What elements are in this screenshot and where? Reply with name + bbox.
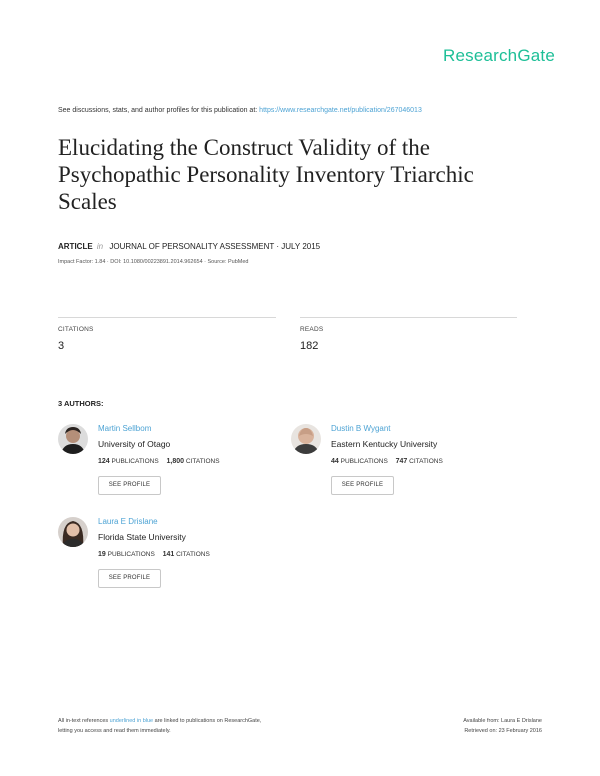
see-profile-button[interactable]: SEE PROFILE xyxy=(98,569,161,588)
author-photo-icon xyxy=(291,424,321,454)
citation-count: 1,800 xyxy=(166,458,185,465)
author-institution: University of Otago xyxy=(98,439,171,449)
see-profile-button[interactable]: SEE PROFILE xyxy=(331,476,394,495)
in-label: in xyxy=(96,242,104,251)
author-stats xyxy=(98,551,210,558)
footer-line-1 xyxy=(58,716,261,726)
publication-type: ARTICLE xyxy=(58,242,93,251)
reads-label: READS xyxy=(300,326,324,333)
publication-count: 19 xyxy=(98,551,106,558)
citations-label: CITATIONS xyxy=(58,326,94,333)
footer-text: All in-text references xyxy=(58,718,110,724)
footer-text: are linked to publications on ResearchGate, xyxy=(153,718,262,724)
publication-count: 44 xyxy=(331,458,339,465)
see-profile-button[interactable]: SEE PROFILE xyxy=(98,476,161,495)
author-name-link[interactable]: Laura E Drislane xyxy=(98,517,158,526)
publication-title: Elucidating the Construct Validity of the Psychopathic Personality Inventory Triarchic Scales xyxy=(58,135,474,214)
discussion-text: See discussions, stats, and author profiles for this publication at: xyxy=(58,107,260,114)
footer-line-2: letting you access and read them immediately. xyxy=(58,728,171,734)
publication-link[interactable]: https://www.researchgate.net/publication/267046013 xyxy=(259,107,422,114)
avatar[interactable] xyxy=(58,517,88,547)
citations-label: CITATIONS xyxy=(176,551,210,558)
citations-divider xyxy=(58,317,276,318)
publications-label: PUBLICATIONS xyxy=(107,551,155,558)
author-stats xyxy=(98,458,220,465)
author-institution: Florida State University xyxy=(98,532,186,542)
discussion-notice xyxy=(58,107,422,114)
publications-label: PUBLICATIONS xyxy=(340,458,388,465)
researchgate-logo: ResearchGate xyxy=(442,46,555,65)
author-stats xyxy=(331,458,443,465)
author-name-link[interactable]: Dustin B Wygant xyxy=(331,424,391,433)
impact-factor-line: Impact Factor: 1.84 · DOI: 10.1080/00223891.2014.962654 · Source: PubMed xyxy=(58,259,249,265)
author-photo-icon xyxy=(58,424,88,454)
author-photo-icon xyxy=(58,517,88,547)
available-from: Available from: Laura E Drislane xyxy=(463,718,542,724)
underlined-in-blue-link[interactable]: underlined in blue xyxy=(109,718,154,724)
publications-label: PUBLICATIONS xyxy=(111,458,159,465)
avatar[interactable] xyxy=(58,424,88,454)
citation-count: 747 xyxy=(395,458,408,465)
reads-count: 182 xyxy=(300,340,319,352)
footer-references-note xyxy=(58,716,261,736)
journal-info: JOURNAL OF PERSONALITY ASSESSMENT · JULY 2015 xyxy=(109,242,321,251)
footer-availability xyxy=(463,716,542,736)
publication-meta xyxy=(58,242,320,251)
authors-heading: 3 AUTHORS: xyxy=(58,399,104,408)
publication-count: 124 xyxy=(98,458,110,465)
retrieved-on: Retrieved on: 23 February 2016 xyxy=(464,728,542,734)
citations-count: 3 xyxy=(58,340,65,352)
reads-divider xyxy=(300,317,517,318)
author-name-link[interactable]: Martin Sellbom xyxy=(98,424,152,433)
citations-label: CITATIONS xyxy=(409,458,443,465)
citation-count: 141 xyxy=(162,551,175,558)
avatar[interactable] xyxy=(291,424,321,454)
author-institution: Eastern Kentucky University xyxy=(331,439,438,449)
citations-label: CITATIONS xyxy=(185,458,220,465)
